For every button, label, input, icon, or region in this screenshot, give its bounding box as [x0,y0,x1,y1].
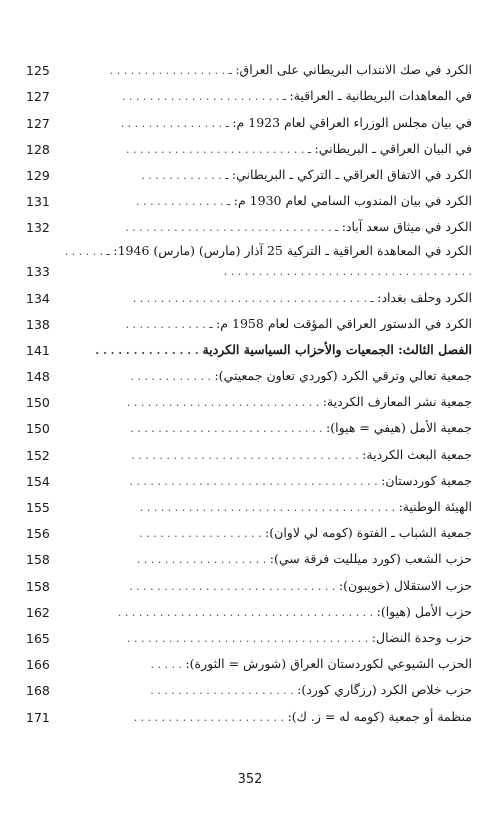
toc-entry-title: جمعية نشر المعارف الكردية: [322,394,472,410]
toc-entry-title-row [64,288,472,310]
toc-leader-dots: . . . . . . . . . . . . . . . . . . . . . . . . . . . . . . . . . . . [127,631,372,645]
toc-entry [26,239,472,283]
toc-entry [26,108,472,134]
toc-entry [26,676,472,702]
toc-entry-title: الهيئة الوطنية: [398,499,472,514]
toc-page-number: 168 [26,683,50,699]
toc-leader-dots: . . . . . . . . . . . . . . . . . . . . . . . . . . . . . . . . . . . . . [117,605,377,619]
toc-entry [26,440,472,466]
toc-entry-title-row [64,628,472,650]
toc-page-number: 162 [26,604,50,620]
toc-entry-title: جمعية البعث الكردية: [362,446,472,462]
toc-entry-title-row [64,471,472,493]
toc-entry-title-row [64,191,472,213]
toc-leader-dots: . . . . . . . . . . . . . . . . . . [139,527,266,541]
toc-entry-title: الفصل الثالث: الجمعيات والأحزاب السياسية الكردية [202,341,472,357]
toc-leader-dots: ـ . . . . . . . . . . . . [141,168,232,182]
toc-leader-dots: . . . . . . . . . . . . . . . . . . . [136,553,270,567]
toc-leader-dots: ـ . . . . . . . . . . . . . . . . . . . . . . . [121,90,290,104]
toc-entry-title-row [64,86,472,108]
toc-entry [26,56,472,82]
toc-entry-title-row [64,707,472,729]
toc-entry-title-row [64,366,472,388]
toc-leader-dots: . . . . . . . . . . . . . . . . . . . . . . . . . . . . . . . . . . . . [129,474,382,488]
toc-leader-dots: . . . . . . . . . . . . . . . . . . . . . [150,684,298,698]
toc-leader-dots: . . . . . . . . . . . . . . . . . . . . . . [133,710,288,724]
toc-entry-title-row [64,523,472,545]
toc-entry-title: جمعية الأمل (هيفي = هيوا): [326,420,472,436]
toc-page-number: 131 [26,194,50,210]
toc-page-number: 141 [26,342,50,358]
toc-entry-title: الكرد في المعاهدة العراقية ـ التركية 25 آذار (مارس) (مارس) 1946: [113,243,472,259]
toc-entry-title-row [64,497,472,519]
toc-leader-dots: ـ . . . . . . . . . . . . [125,317,217,331]
toc-page-number: 132 [26,220,50,236]
toc-entry-title: في البيان العراقي ـ البريطاني: [314,140,472,156]
toc-leader-dots: . . . . . . . . . . . . . . . . . . . . . . . . . . . . . . [129,579,339,593]
toc-entry [26,135,472,161]
toc-leader-dots: ـ . . . . . . . . . . . . . . . . . . . . . . . . . . . . . . [125,221,342,235]
toc-entry-title: الحزب الشيوعي لكوردستان العراق (شورش = الثورة): [185,656,472,672]
toc-entry-title: الكرد في بيان المندوب السامي لعام 1930 م: [233,193,472,209]
toc-entry-title-row [64,445,472,467]
toc-entry-title-row [64,654,472,676]
toc-page-number: 127 [26,115,50,131]
toc-page-number: 156 [26,526,50,542]
toc-page-number: 165 [26,630,50,646]
toc-entry-title-row [64,549,472,571]
toc-entry-title-row [64,165,472,187]
toc-page-number: 125 [26,63,50,79]
toc-leader-dots: ـ . . . . . . . . . . . . . . . . . . . . . . . . . . . . . . . . . . [132,291,378,305]
toc-page-number: 150 [26,421,50,437]
toc-entry-title-row [64,139,472,161]
table-of-contents [26,56,472,729]
toc-entry [26,161,472,187]
toc-leader-dots: ـ . . . . . . . . . . . . . . . [120,116,233,130]
toc-entry [26,283,472,309]
toc-entry [26,598,472,624]
toc-page-number: 158 [26,578,50,594]
toc-leader-dots: . . . . . . . . . . . . . . [95,343,203,357]
toc-entry-title: منظمة أو جمعية (كومه له = ز. ك): [287,708,472,724]
toc-page-number: 150 [26,395,50,411]
toc-page-number: 155 [26,500,50,515]
toc-entry-title: في المعاهدات البريطانية ـ العراقية: [289,88,472,104]
toc-leader-dots: ـ . . . . . . . . . . . . . . . . . . . . . . . . . . . . . . . . . . . . . . . . . . [64,245,472,279]
toc-leader-dots: . . . . . . . . . . . . [130,370,215,384]
toc-entry-title: جمعية الشباب ـ الفتوة (كومه لي لاوان): [265,525,472,541]
toc-entry-title-row [64,392,472,414]
toc-entry [26,336,472,362]
toc-entry [26,310,472,336]
toc-entry-title-row [64,217,472,239]
toc-entry [26,467,472,493]
toc-page-number: 138 [26,316,50,332]
toc-page-number: 148 [26,369,50,385]
toc-entry [26,650,472,676]
toc-entry [26,545,472,571]
toc-entry-title: حزب الاستقلال (خويبون): [338,577,472,593]
toc-entry [26,624,472,650]
toc-page-number: 158 [26,552,50,568]
toc-entry-title-row [64,418,472,440]
toc-entry-title: جمعية كوردستان: [381,472,472,488]
toc-entry [26,388,472,414]
toc-entry-title: الكرد في ميثاق سعد آباد: [341,219,472,235]
toc-entry-title: الكرد في الدستور العراقي المؤقت لعام 1958 م: [216,315,472,331]
toc-entry-title-row [64,241,472,283]
page-number: 352 [237,772,263,787]
toc-entry [26,414,472,440]
toc-entry [26,493,472,519]
toc-leader-dots: ـ . . . . . . . . . . . . . . . . . . . . . . . . . . [126,142,315,156]
toc-entry-title-row [64,60,472,82]
toc-leader-dots: . . . . . . . . . . . . . . . . . . . . . . . . . . . . [130,422,327,436]
toc-page-number: 154 [26,473,50,489]
toc-entry-title: الكرد في الاتفاق العراقي ـ التركي ـ البريطاني: [231,166,472,182]
toc-leader-dots: . . . . . . . . . . . . . . . . . . . . . . . . . . . . [126,396,323,410]
toc-entry-title: في بيان مجلس الوزراء العراقي لعام 1923 م: [232,114,472,130]
toc-entry-title: الكرد في صك الانتداب البريطاني على العراق: [235,62,472,78]
toc-entry [26,213,472,239]
toc-leader-dots: . . . . . . . . . . . . . . . . . . . . . . . . . . . . . . . . . . . . . [139,501,399,514]
toc-page-number: 129 [26,167,50,183]
toc-page-number: 133 [26,264,50,280]
toc-entry-title: حزب الشعب (كورد ميلليت فرقة سي): [269,551,472,567]
toc-entry-title: الكرد وحلف بغداد: [377,289,472,305]
toc-entry-title-row [64,576,472,598]
toc-page-number: 134 [26,290,50,306]
toc-entry-title: حزب وحدة النضال: [371,629,472,645]
toc-entry-title-row [64,602,472,624]
toc-entry [26,362,472,388]
toc-entry-title-row [64,314,472,336]
toc-page-number: 128 [26,141,50,157]
toc-leader-dots: . . . . . [150,658,186,672]
toc-entry [26,82,472,108]
toc-leader-dots: ـ . . . . . . . . . . . . . [136,195,234,209]
toc-page-number: 171 [26,709,50,725]
toc-entry [26,571,472,597]
toc-entry-title-row [64,340,472,362]
toc-page-number: 127 [26,89,50,105]
toc-entry-title: حزب خلاص الكرد (رزگاري كورد): [297,682,472,698]
toc-leader-dots: . . . . . . . . . . . . . . . . . . . . . . . . . . . . . . . . . [131,448,363,462]
toc-page-number: 152 [26,447,50,463]
toc-entry-title-row [64,113,472,135]
toc-entry-title: حزب الأمل (هيوا): [376,603,472,619]
toc-page-number: 166 [26,657,50,673]
toc-entry-title: جمعية تعالي وترقي الكرد (كوردي تعاون جمعيتي): [214,368,472,384]
toc-entry [26,519,472,545]
toc-entry [26,187,472,213]
toc-entry [26,702,472,728]
toc-leader-dots: ـ . . . . . . . . . . . . . . . . . [109,64,236,78]
toc-entry-title-row [64,680,472,702]
